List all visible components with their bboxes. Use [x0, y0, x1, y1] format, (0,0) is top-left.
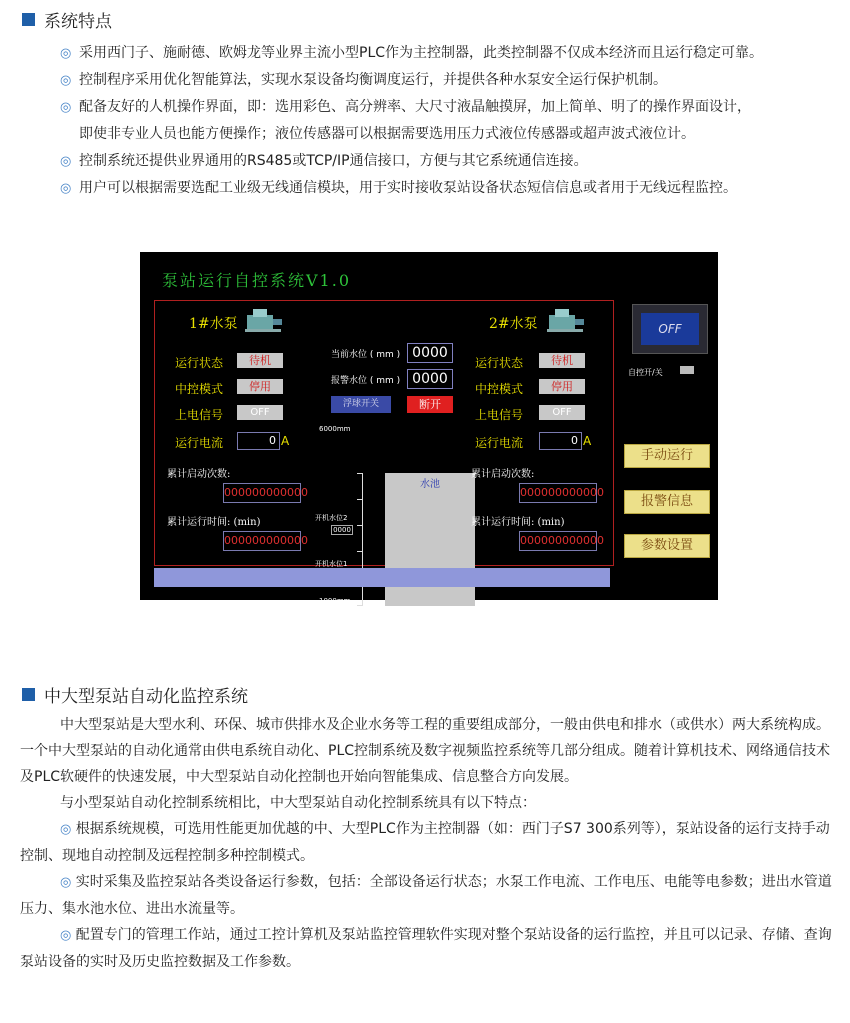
pump2-runtime: 000000000000	[519, 531, 597, 551]
pump1-runtime: 000000000000	[223, 531, 301, 551]
pump1-name: 1#水泵	[189, 316, 238, 332]
pump-panel	[154, 300, 614, 605]
pump1-power-label: 上电信号	[175, 408, 224, 422]
pump2-starts: 000000000000	[519, 483, 597, 503]
status-bar	[154, 568, 610, 587]
pump2-mode-label: 中控模式	[475, 382, 524, 396]
feature-list	[60, 40, 850, 202]
circle-bullet-icon: ◎	[60, 928, 72, 943]
pump1-state-label: 运行状态	[175, 356, 224, 370]
parameter-settings-button[interactable]: 参数设置	[624, 534, 710, 558]
list-item: ◎ 采用西门子、施耐德、欧姆龙等业界主流小型PLC作为主控制器，此类控制器不仅成本经济而且运行稳定可靠。	[60, 40, 850, 67]
pump2-state: 待机	[539, 353, 585, 368]
bullet-paragraph: ◎ 根据系统规模，可选用性能更加优越的中、大型PLC作为主控制器（如：西门子S7 300系列等），泵站设备的运行支持手动控制、现地自动控制及远程控制多种控制模式。	[20, 821, 830, 864]
pump2-mode: 停用	[539, 379, 585, 394]
current-level-label: 当前水位 ( mm )	[331, 350, 401, 360]
bullet-paragraph: ◎ 实时采集及监控泵站各类设备运行参数，包括：全部设备运行状态；水泵工作电流、工作电压、电能等电参数；进出水管道压力、集水池水位、进出水流量等。	[20, 874, 832, 917]
disconnect-indicator: 断开	[407, 396, 453, 413]
list-item: ◎ 控制程序采用优化智能算法，实现水泵设备均衡调度运行，并提供各种水泵安全运行保护机制。	[60, 67, 850, 94]
pump2-current-label: 运行电流	[475, 436, 524, 450]
float-switch-button[interactable]: 浮球开关	[331, 396, 391, 413]
pump1-starts-label: 累计启动次数:	[167, 469, 231, 480]
list-item: ◎ 配备友好的人机操作界面，即：选用彩色、高分辨率、大尺寸液晶触摸屏，加上简单、明了的操作界面设计，	[60, 94, 850, 121]
gauge-top-label: 6000mm	[319, 425, 351, 433]
pump2-runtime-label: 累计运行时间: (min)	[471, 517, 565, 528]
pump1-runtime-label: 累计运行时间: (min)	[167, 517, 261, 528]
hmi-title: 泵站运行自控系统V1.0	[162, 271, 352, 290]
hmi-screen	[140, 252, 718, 605]
paragraph: 中大型泵站是大型水利、环保、城市供排水及企业水务等工程的重要组成部分，一般由供电和排水（或供水）两大系统构成。一个中大型泵站的自动化通常由供电系统自动化、PLC控制系统及数字视频监控系统等几部分组成。随着计算机技术、网络通信技术及PLC软硬件的快速发展，中大型泵站自动化控制也开始向智能集成、信息整合方向发展。	[20, 717, 831, 785]
start-level2: 0000	[331, 525, 353, 535]
pump1-state: 待机	[237, 353, 283, 368]
square-bullet-icon	[22, 688, 35, 701]
circle-bullet-icon: ◎	[60, 46, 72, 61]
start-level1-label: 开机水位1	[315, 560, 348, 568]
unit: A	[281, 434, 290, 448]
square-bullet-icon	[22, 13, 35, 26]
list-item: ◎ 用户可以根据需要选配工业级无线通信模块，用于实时接收泵站设备状态短信信息或者用于无线远程监控。	[60, 175, 850, 202]
circle-bullet-icon: ◎	[60, 73, 72, 88]
pump1-current: 0	[237, 432, 280, 450]
pump1-mode-label: 中控模式	[175, 382, 224, 396]
pump-icon	[243, 305, 285, 335]
list-item: 即使非专业人员也能方便操作；液位传感器可以根据需要选用压力式液位传感器或超声波式液位计。	[79, 126, 695, 142]
list-item: ◎ 控制系统还提供业界通用的RS485或TCP/IP通信接口，方便与其它系统通信连接。	[60, 148, 850, 175]
section2-body	[20, 712, 832, 975]
pump2-power: OFF	[539, 405, 585, 420]
tank-label: 水池	[420, 479, 440, 490]
circle-bullet-icon: ◎	[60, 181, 72, 196]
auto-switch-indicator	[680, 366, 694, 374]
pump2-name: 2#水泵	[489, 316, 538, 332]
auto-switch-label: 自控开/关	[628, 368, 663, 377]
pump2-current: 0	[539, 432, 582, 450]
gauge-bottom-label: 1000mm	[319, 597, 351, 605]
bullet-paragraph: ◎ 配置专门的管理工作站，通过工控计算机及泵站监控管理软件实现对整个泵站设备的运行监控，并且可以记录、存储、查询泵站设备的实时及历史监控数据及工作参数。	[20, 927, 832, 970]
pump-icon	[545, 305, 587, 335]
pump1-mode: 停用	[237, 379, 283, 394]
alarm-info-button[interactable]: 报警信息	[624, 490, 710, 514]
section-title-features: 系统特点	[22, 7, 112, 32]
pump1-current-label: 运行电流	[175, 436, 224, 450]
alarm-level-label: 报警水位 ( mm )	[331, 376, 401, 386]
pump1-power: OFF	[237, 405, 283, 420]
alarm-level: 0000	[407, 369, 453, 389]
pump1-starts: 000000000000	[223, 483, 301, 503]
auto-off-button[interactable]: OFF	[632, 304, 708, 354]
manual-run-button[interactable]: 手动运行	[624, 444, 710, 468]
paragraph: 与小型泵站自动化控制系统相比，中大型泵站自动化控制系统具有以下特点：	[60, 795, 536, 811]
pump2-state-label: 运行状态	[475, 356, 524, 370]
circle-bullet-icon: ◎	[60, 154, 72, 169]
pump2-power-label: 上电信号	[475, 408, 524, 422]
section-title-large-station: 中大型泵站自动化监控系统	[22, 682, 248, 707]
circle-bullet-icon: ◎	[60, 822, 72, 837]
circle-bullet-icon: ◎	[60, 100, 72, 115]
start-level2-label: 开机水位2	[315, 514, 348, 522]
current-level: 0000	[407, 343, 453, 363]
circle-bullet-icon: ◎	[60, 875, 72, 890]
unit: A	[583, 434, 592, 448]
pump2-starts-label: 累计启动次数:	[471, 469, 535, 480]
